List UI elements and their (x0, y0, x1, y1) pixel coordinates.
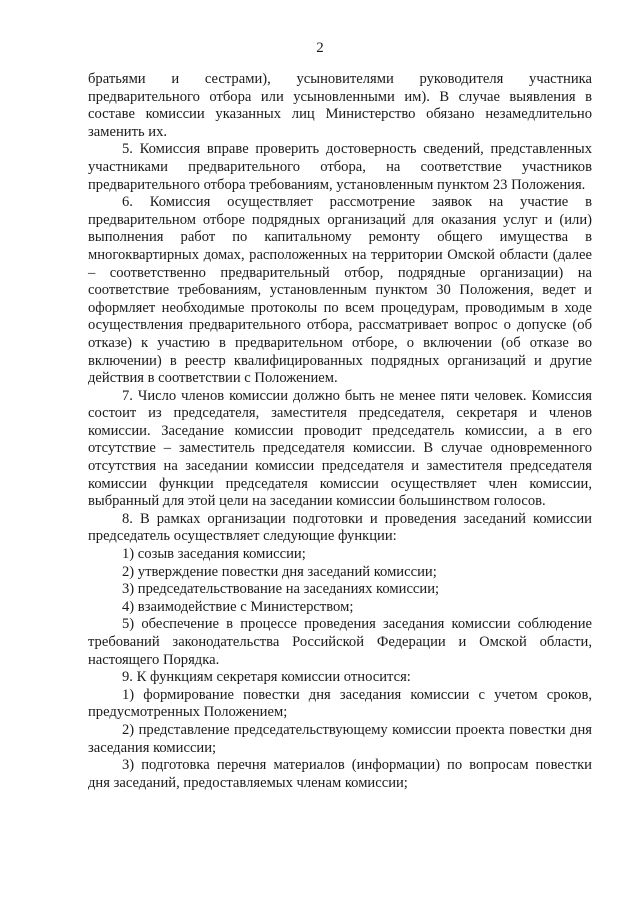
list-item-8-1: 1) созыв заседания комиссии; (122, 546, 306, 563)
paragraph-item-5: 5. Комиссия вправе проверить достоверность сведений, представленных участниками предварительного отбора, на соответствие участников предварительного отбора требованиям, установленным пунктом 23 Положения. (88, 141, 592, 193)
list-item-8-2: 2) утверждение повестки дня заседаний комиссии; (122, 563, 437, 580)
paragraph-item-6: 6. Комиссия осуществляет рассмотрение заявок на участие в предварительном отборе подрядных организаций для оказания услуг и (или) выполнения работ по капитальному ремонту общего имущества в многоквартирных домах, расположенных на территории Омской области (далее – соответственно предварительный отбор, подрядные организации) на соответствие требованиям, установленным пунктом 30 Положения, ведет и оформляет необходимые протоколы по всем процедурам, проводимым в ходе осуществления предварительного отбора, рассматривает вопрос о допуске (об отказе) к участию в предварительном отборе, о включении (об отказе во включении) в реестр квалифицированных подрядных организаций и другие действия в соответствии с Положением. (88, 194, 592, 387)
paragraph-continuation: братьями и сестрами), усыновителями руководителя участника предварительного отбора или усыновленными им). В случае выявления в составе комиссии указанных лиц Министерство обязано незамедлительно заменить их. (88, 71, 592, 140)
list-item-9-1: 1) формирование повестки дня заседания комиссии с учетом сроков, предусмотренных Положением; (88, 686, 592, 721)
paragraph-item-8: 8. В рамках организации подготовки и проведения заседаний комиссии председатель осуществляет следующие функции: (88, 510, 592, 545)
page-number: 2 (316, 40, 324, 56)
list-item-9-2: 2) представление председательствующему комиссии проекта повестки дня заседания комиссии; (88, 721, 592, 756)
paragraph-item-7: 7. Число членов комиссии должно быть не менее пяти человек. Комиссия состоит из председателя, заместителя председателя, секретаря и членов комиссии. Заседание комиссии проводит председатель комиссии, а в его отсутствие – заместитель председателя комиссии. В случае одновременного отсутствия на заседании комиссии председателя и заместителя председателя комиссии функции председателя комиссии осуществляет член комиссии, выбранный для этой цели на заседании комиссии большинством голосов. (88, 387, 592, 510)
document-body (88, 71, 592, 792)
paragraph-item-9: 9. К функциям секретаря комиссии относится: (122, 669, 411, 686)
list-item-8-5: 5) обеспечение в процессе проведения заседания комиссии соблюдение требований законодательства Российской Федерации и Омской области, настоящего Порядка. (88, 616, 592, 668)
list-item-8-4: 4) взаимодействие с Министерством; (122, 598, 354, 615)
list-item-8-3: 3) председательствование на заседаниях комиссии; (122, 581, 440, 598)
list-item-9-3: 3) подготовка перечня материалов (информации) по вопросам повестки дня заседаний, предоставляемых членам комиссии; (88, 757, 592, 791)
